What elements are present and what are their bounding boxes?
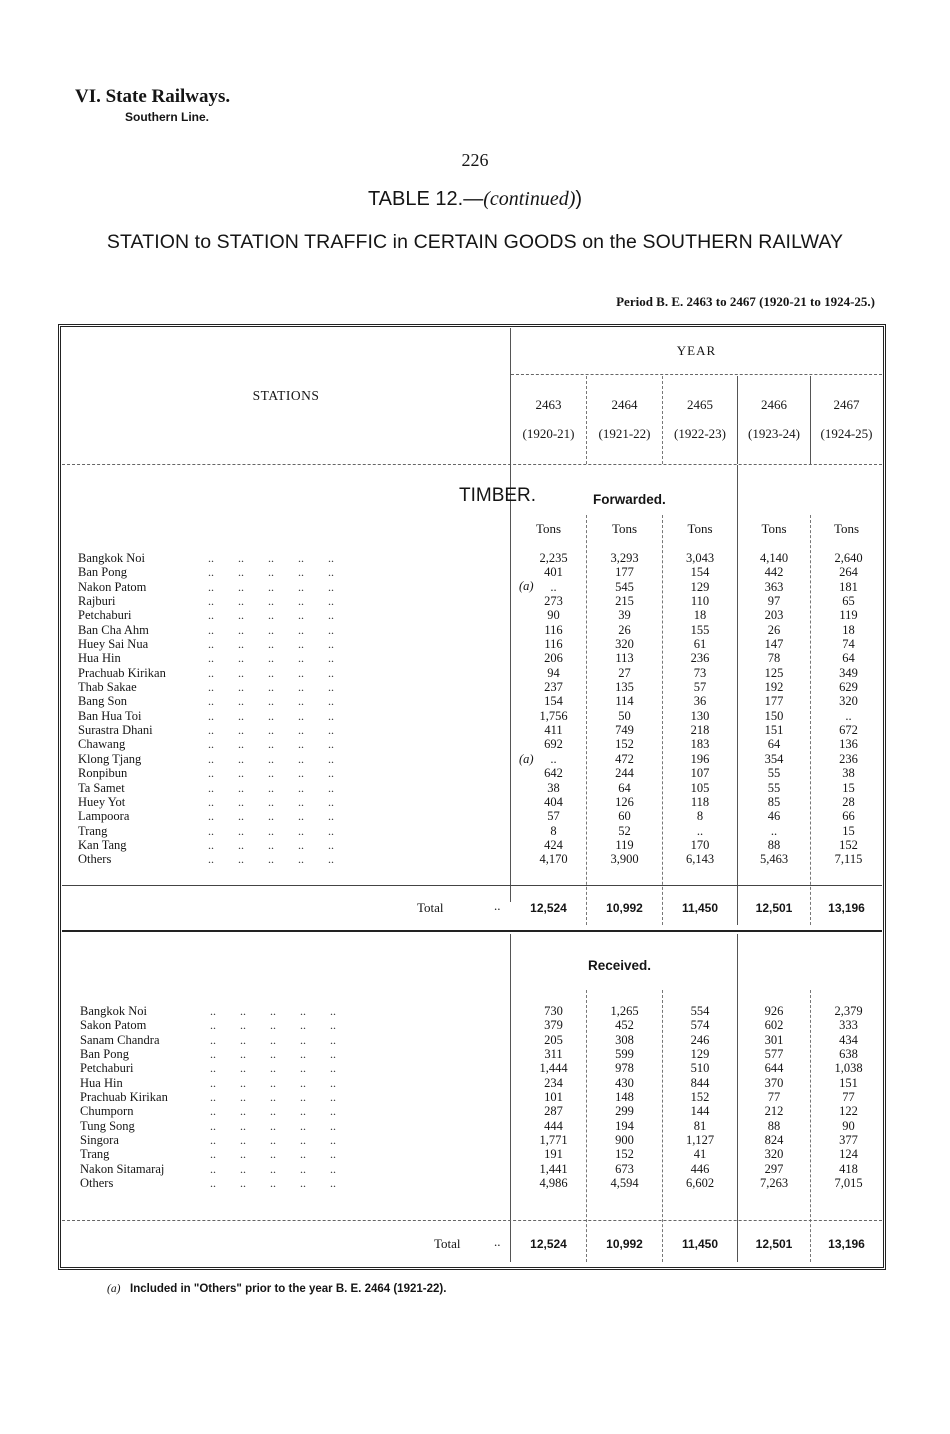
received-total-2464: 10,992 [606,1237,643,1251]
year-be-1: 2463 [535,397,562,412]
forwarded-stations: Bangkok Noi Ban Pong Nakon Patom Rajburi Petchaburi Ban Cha Ahm Huey Sai Nua Hua Hin Prachuab Kirikan Thab Sakae Bang Son Ban Hua Toi Surastra Dhani Chawang Klong Tjang Ronpibun Ta Samet Huey Yot Lampoora Trang Kan Tang Others [78,551,166,867]
footnote-text: Included in "Others" prior to the year B. E. 2464 (1921-22). [130,1283,447,1295]
year-ad-3: (1922-23) [674,426,726,441]
received-total-2465: 11,450 [681,1237,719,1251]
received-total-2466: 12,501 [755,1237,793,1251]
forwarded-leaders: .. .. .. .. .. .. .. .. .. .. .. .. .. .. .. .. .. .. .. .. .. .. .. .. .. .. .. .. .. .. .. .. .. .. .. .. .. .. .. .. .. .. .. .. .. .. .. .. .. .. .. .. .. .. .. .. .. .. .. .. .. .. .. .. .. .. .. .. .. .. .. .. .. .. .. .. .. .. .. .. .. .. .. .. .. .. .. .. .. .. .. .. .. .. .. .. .. .. .. .. .. .. .. .. .. .. .. .. .. .. [208,551,334,867]
year-rule [511,374,882,375]
header-bottom-rule [62,464,882,465]
unit-2: Tons [611,521,638,536]
year-divider-4 [810,376,811,464]
received-col-2465: 554 574 246 129 510 844 152 144 81 1,127 41 446 6,602 [685,1004,715,1191]
note-marker-klong-tjang: (a) [519,752,534,766]
year-ad-5: (1924-25) [820,426,873,441]
forwarded-label: Forwarded. [593,492,666,507]
year-be-4: 2466 [761,397,787,412]
year-divider-3 [737,376,738,464]
stations-header: STATIONS [252,388,320,403]
received-total-leader: .. [494,1234,501,1249]
stations-divider [510,328,511,902]
received-col-2466: 926 602 301 577 644 370 77 212 88 824 320 297 7,263 [759,1004,789,1191]
commodity-title: TIMBER. [459,485,537,506]
forwarded-col-2467: 2,640 264 181 65 119 18 74 64 349 629 320 .. 672 136 236 38 15 28 66 15 152 7,115 [834,551,863,867]
footnote-marker: (a) [107,1283,121,1295]
table-title: TABLE 12.—(continued)) [367,188,583,210]
forwarded-col-2464: 3,293 177 545 215 39 26 320 113 27 135 114 50 749 152 472 244 64 126 60 52 119 3,900 [610,551,639,867]
received-total-label: Total [434,1236,461,1251]
received-label: Received. [588,958,652,973]
received-col-2464: 1,265 452 308 599 978 430 148 299 194 900 152 673 4,594 [610,1004,639,1191]
year-be-3: 2465 [687,397,713,412]
forwarded-total-leader: .. [494,898,501,913]
forwarded-total-2467: 13,196 [828,901,865,915]
forwarded-total-2463: 12,524 [530,901,567,915]
forwarded-col-2465: 3,043 154 129 110 18 155 61 236 73 57 36 130 218 183 196 107 105 118 8 .. 170 6,143 [685,551,715,867]
received-total-2467: 13,196 [828,1237,865,1251]
page-number: 226 [461,150,489,170]
footnote [107,1283,446,1295]
forwarded-total-label: Total [417,900,444,915]
year-divider-2 [662,376,663,464]
table-label: TABLE 12.— [367,188,484,210]
forwarded-col-2463: 2,235 401 .. 273 90 116 116 206 94 237 154 1,756 411 692 .. 642 38 404 57 8 424 4,170 [539,551,568,867]
section-heading: VI. State Railways. [75,86,231,107]
table-headline: STATION to STATION TRAFFIC in CERTAIN GOODS on the SOUTHERN RAILWAY [106,231,844,253]
unit-5: Tons [833,521,860,536]
forwarded-total-2465: 11,450 [681,901,719,915]
forwarded-total-2464: 10,992 [606,901,643,915]
forwarded-total-2466: 12,501 [755,901,793,915]
note-marker-nakon-patom: (a) [519,579,534,593]
table-continued: (continued) [483,188,576,210]
year-be-2: 2464 [611,397,638,412]
received-total-2463: 12,524 [530,1237,567,1251]
unit-1: Tons [535,521,562,536]
section-separator [62,930,882,932]
year-ad-4: (1923-24) [748,426,800,441]
unit-4: Tons [761,521,787,536]
year-divider-1 [586,376,587,464]
year-header: YEAR [676,343,717,358]
received-leaders: .. .. .. .. .. .. .. .. .. .. .. .. .. .. .. .. .. .. .. .. .. .. .. .. .. .. .. .. .. .. .. .. .. .. .. .. .. .. .. .. .. .. .. .. .. .. .. .. .. .. .. .. .. .. .. .. .. .. .. .. .. .. .. .. .. [210,1004,336,1191]
year-ad-2: (1921-22) [598,426,651,441]
unit-3: Tons [687,521,713,536]
recv-stations-divider [510,934,511,1262]
forwarded-total-rule [62,885,882,886]
received-stations: Bangkok Noi Sakon Patom Sanam Chandra Ban Pong Petchaburi Hua Hin Prachuab Kirikan Chumporn Tung Song Singora Trang Nakon Sitamaraj Others [80,1004,168,1191]
received-col-2467: 2,379 333 434 638 1,038 151 77 122 90 377 124 418 7,015 [834,1004,863,1191]
subsection-heading: Southern Line. [125,110,209,124]
forwarded-col-2466: 4,140 442 363 97 203 26 147 78 125 192 177 150 151 64 354 55 55 85 46 .. 88 5,463 [759,551,789,867]
received-col-2463: 730 379 205 311 1,444 234 101 287 444 1,771 191 1,441 4,986 [539,1004,568,1191]
received-total-rule [62,1220,882,1221]
period-line: Period B. E. 2463 to 2467 (1920-21 to 1924-25.) [616,294,875,309]
year-ad-1: (1920-21) [522,426,575,441]
year-be-5: 2467 [833,397,860,412]
